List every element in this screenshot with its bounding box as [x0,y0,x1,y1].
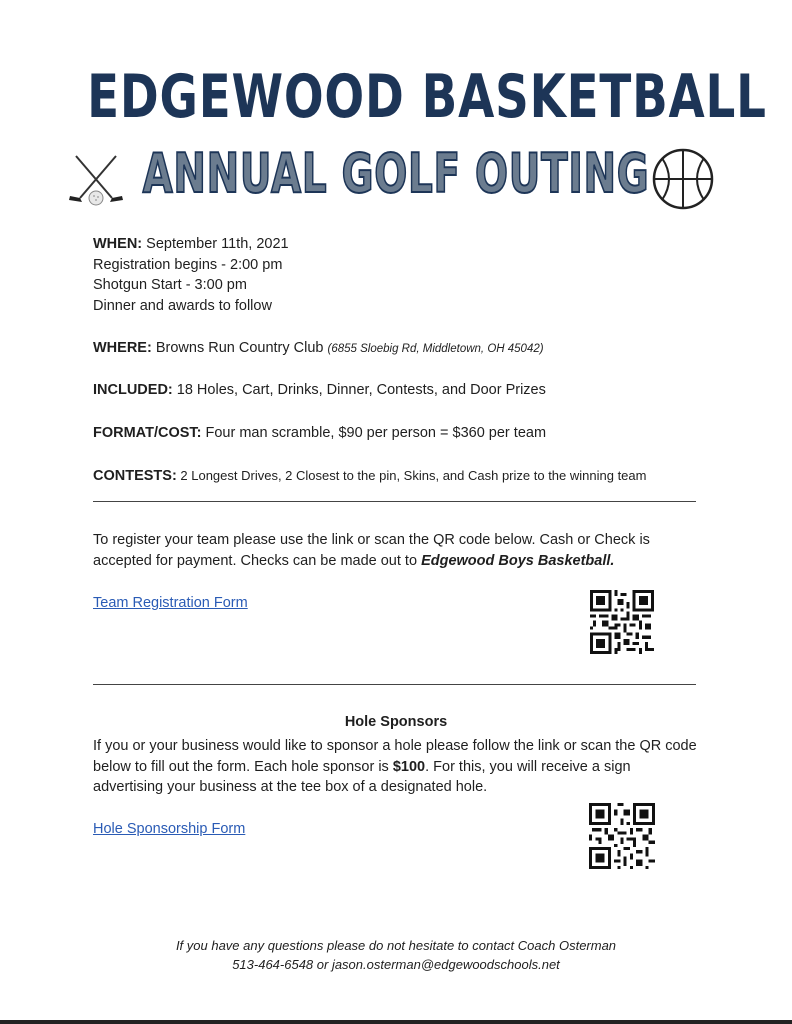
hole-sponsors-title: Hole Sponsors [344,714,448,730]
where-section [93,338,713,360]
where-venue: Browns Run Country Club [151,340,328,356]
when-line-registration: Registration begins - 2:00 pm [93,256,283,273]
included-value: 18 Holes, Cart, Drinks, Dinner, Contests, and Door Prizes [172,382,546,398]
where-address: (6855 Sloebig Rd, Middletown, OH 45042) [327,343,544,355]
when-section [93,234,713,316]
format-label: FORMAT/COST: [93,425,202,441]
registration-payee: Edgewood Boys Basketball. [421,552,615,569]
basketball-icon [650,146,716,212]
sponsors-text [93,736,698,798]
divider-2 [93,684,696,685]
included-section [93,380,713,401]
contests-value: 2 Longest Drives, 2 Closest to the pin, Skins, and Cash prize to the winning team [176,468,647,483]
footer-line-2: 513-464-6548 or jason.osterman@edgewoodschools.net [232,957,560,972]
footer-line-1: If you have any questions please do not hesitate to contact Coach Osterman [175,938,617,953]
where-label: WHERE: [93,340,152,356]
when-line-dinner: Dinner and awards to follow [93,297,272,314]
hole-sponsorship-link[interactable]: Hole Sponsorship Form [93,821,246,837]
contests-section [93,466,713,487]
registration-instructions: To register your team please use the link or scan the QR code below. Cash or Check is accepted for payment. Checks can be made out to [93,532,650,569]
sponsors-text-after: . For this, you will receive a sign advertising your business at the tee box of a designated hole. [93,758,631,795]
bottom-border [0,1020,792,1024]
divider-1 [93,501,696,502]
when-label: WHEN: [93,236,143,252]
included-label: INCLUDED: [93,382,173,398]
subtitle-row [0,142,792,212]
title-edgewood-basketball: EDGEWOOD BASKETBALL [87,62,767,132]
when-date: September 11th, 2021 [142,236,289,252]
contact-footer [0,936,792,974]
title-annual-golf-outing: ANNUAL GOLF OUTING [142,142,650,205]
team-registration-qr-icon[interactable] [590,590,654,654]
when-line-shotgun: Shotgun Start - 3:00 pm [93,277,247,293]
sponsors-text-before: If you or your business would like to sponsor a hole please follow the link or scan the QR code below to fill out the form. Each hole sponsor is [93,738,697,775]
format-section [93,423,713,444]
sponsors-price: $100 [392,758,426,775]
contests-label: CONTESTS: [93,468,177,484]
format-value: Four man scramble, $90 per person = $360 per team [201,425,547,441]
team-registration-link[interactable]: Team Registration Form [93,595,248,611]
registration-text [93,530,693,571]
hole-sponsorship-qr-icon[interactable] [589,803,655,869]
